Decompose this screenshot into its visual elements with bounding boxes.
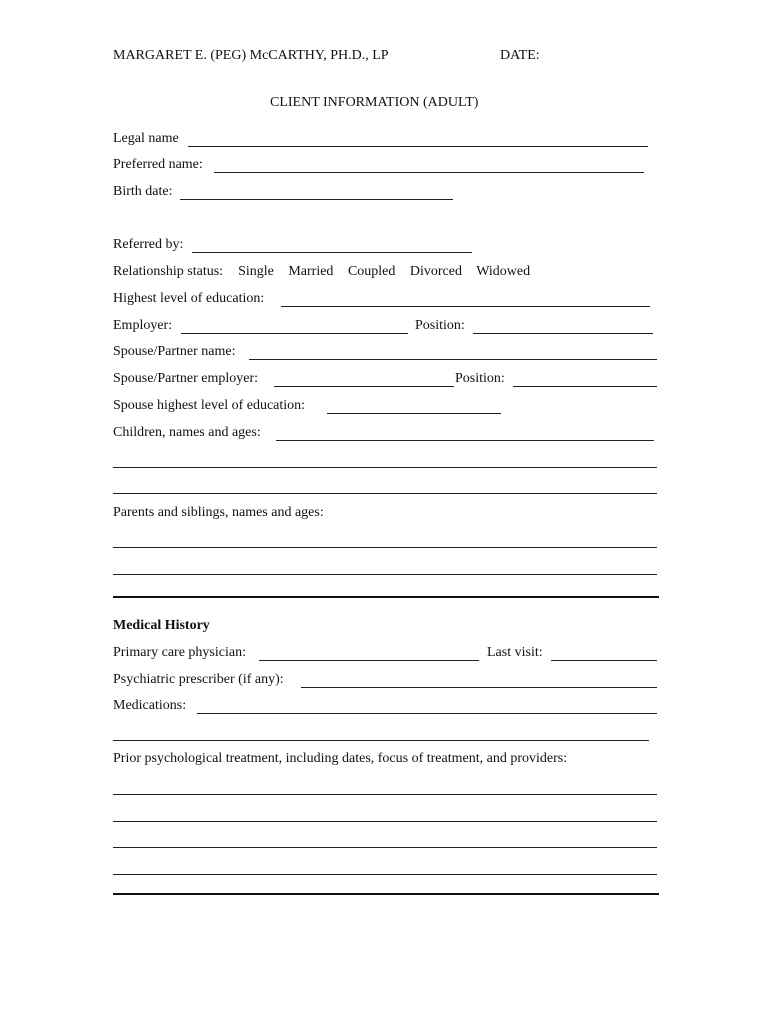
education-label: Highest level of education: xyxy=(113,291,265,306)
children-label: Children, names and ages: xyxy=(113,425,261,440)
medications-label: Medications: xyxy=(113,698,187,713)
prescriber-label: Psychiatric prescriber (if any): xyxy=(113,672,284,687)
medical-history-heading: Medical History xyxy=(113,618,210,633)
relationship-status-label: Relationship status: xyxy=(113,264,224,279)
spouse-employer-field[interactable] xyxy=(274,386,454,387)
provider-name: MARGARET E. (PEG) McCARTHY, PH.D., LP xyxy=(113,48,389,63)
spouse-position-label: Position: xyxy=(455,371,505,386)
prescriber-field[interactable] xyxy=(301,687,657,688)
medications-field[interactable] xyxy=(197,713,657,714)
last-visit-label: Last visit: xyxy=(487,645,543,660)
spouse-education-label: Spouse highest level of education: xyxy=(113,398,306,413)
spouse-employer-label: Spouse/Partner employer: xyxy=(113,371,259,386)
position-field[interactable] xyxy=(473,333,653,334)
legal-name-label: Legal name xyxy=(113,131,179,146)
referred-by-field[interactable] xyxy=(192,252,472,253)
prior-treatment-label: Prior psychological treatment, including dates, focus of treatment, and providers: xyxy=(113,751,568,766)
date-label: DATE: xyxy=(500,48,540,63)
section-divider-bottom xyxy=(113,893,659,895)
relationship-status-row xyxy=(113,264,541,280)
prior-treatment-line[interactable] xyxy=(113,847,657,848)
last-visit-field[interactable] xyxy=(551,660,657,661)
spouse-education-field[interactable] xyxy=(327,413,501,414)
prior-treatment-line[interactable] xyxy=(113,794,657,795)
spouse-position-field[interactable] xyxy=(513,386,657,387)
relationship-option-coupled[interactable]: Coupled xyxy=(347,264,396,279)
spouse-name-field[interactable] xyxy=(249,359,657,360)
relationship-option-single[interactable]: Single xyxy=(238,264,274,279)
physician-field[interactable] xyxy=(259,660,479,661)
parents-siblings-label: Parents and siblings, names and ages: xyxy=(113,505,324,520)
position-label: Position: xyxy=(415,318,465,333)
spouse-name-label: Spouse/Partner name: xyxy=(113,344,236,359)
relationship-option-married[interactable]: Married xyxy=(288,264,334,279)
referred-by-label: Referred by: xyxy=(113,237,184,252)
children-field[interactable] xyxy=(276,440,654,441)
employer-label: Employer: xyxy=(113,318,173,333)
children-line[interactable] xyxy=(113,493,657,494)
birth-date-field[interactable] xyxy=(180,199,453,200)
section-divider xyxy=(113,596,659,598)
relationship-option-widowed[interactable]: Widowed xyxy=(476,264,531,279)
parents-siblings-line[interactable] xyxy=(113,547,657,548)
prior-treatment-line[interactable] xyxy=(113,874,657,875)
preferred-name-label: Preferred name: xyxy=(113,157,203,172)
relationship-option-divorced[interactable]: Divorced xyxy=(409,264,462,279)
legal-name-field[interactable] xyxy=(188,146,648,147)
physician-label: Primary care physician: xyxy=(113,645,246,660)
medications-line[interactable] xyxy=(113,740,649,741)
birth-date-label: Birth date: xyxy=(113,184,173,199)
children-line[interactable] xyxy=(113,467,657,468)
preferred-name-field[interactable] xyxy=(214,172,644,173)
parents-siblings-line[interactable] xyxy=(113,574,657,575)
prior-treatment-line[interactable] xyxy=(113,821,657,822)
employer-field[interactable] xyxy=(181,333,408,334)
form-title: CLIENT INFORMATION (ADULT) xyxy=(270,95,479,110)
education-field[interactable] xyxy=(281,306,650,307)
